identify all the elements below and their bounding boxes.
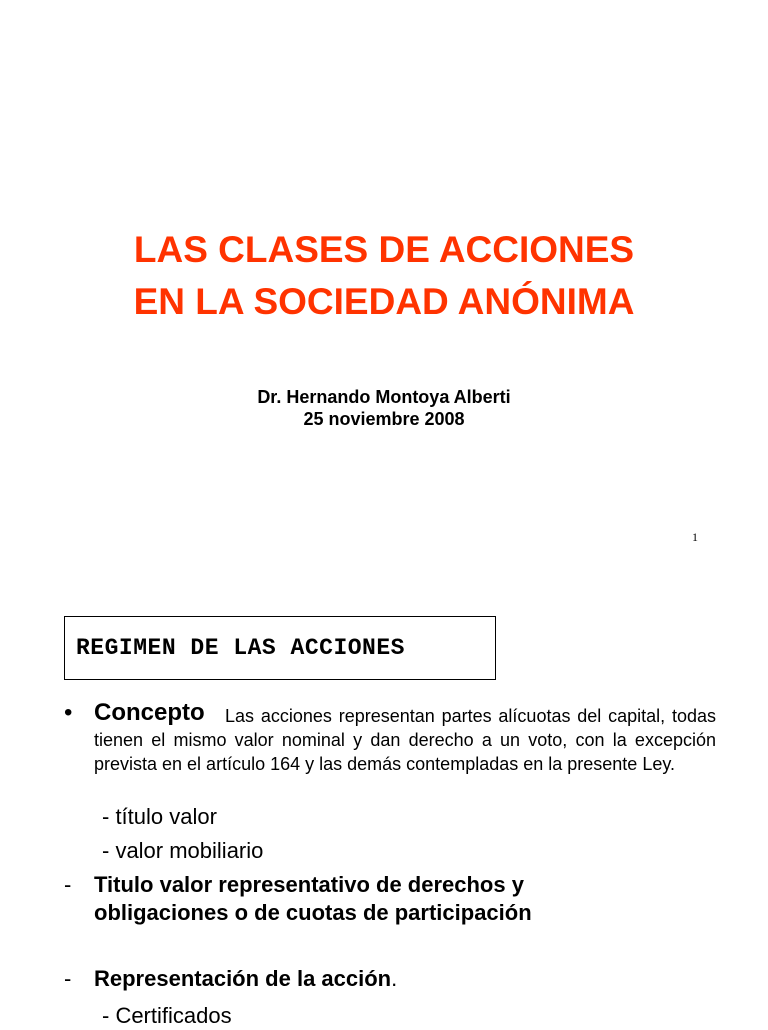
dash-icon: -: [64, 872, 72, 897]
dash-icon: -: [64, 966, 72, 991]
title-line-1: LAS CLASES DE ACCIONES: [133, 229, 635, 270]
slide-2: [0, 580, 768, 1028]
page-number: 1: [692, 530, 698, 544]
item-titulo-valor: Titulo valor representativo de derechos y obligaciones o de cuotas de participación: [94, 872, 532, 925]
sub-item-valor-mobiliario: - valor mobiliario: [102, 838, 264, 863]
concept-label: Concepto: [94, 699, 205, 726]
slide-title: [0, 224, 768, 328]
item-representacion-period: .: [391, 966, 398, 991]
sub-item-titulo-valor: - título valor: [102, 804, 217, 829]
concept-text: Las acciones representan partes alícuotas del capital, todas tienen el mismo valor nominal y dan derecho a un voto, con la excepción prevista en el artículo 164 y las demás contempladas en la presente Ley.: [94, 706, 716, 774]
author-block: [0, 386, 768, 430]
title-line-2: EN LA SOCIEDAD ANÓNIMA: [133, 281, 635, 322]
item-representacion: [94, 965, 654, 993]
bullet-icon: •: [64, 699, 73, 726]
author-name: Dr. Hernando Montoya Alberti: [257, 387, 511, 407]
section-heading-box: [64, 616, 496, 680]
presentation-date: 25 noviembre 2008: [303, 409, 465, 429]
section-heading: REGIMEN DE LAS ACCIONES: [76, 635, 405, 661]
item-representacion-label: Representación de la acción: [94, 966, 392, 991]
sub-item-certificados: - Certificados: [102, 1003, 232, 1028]
